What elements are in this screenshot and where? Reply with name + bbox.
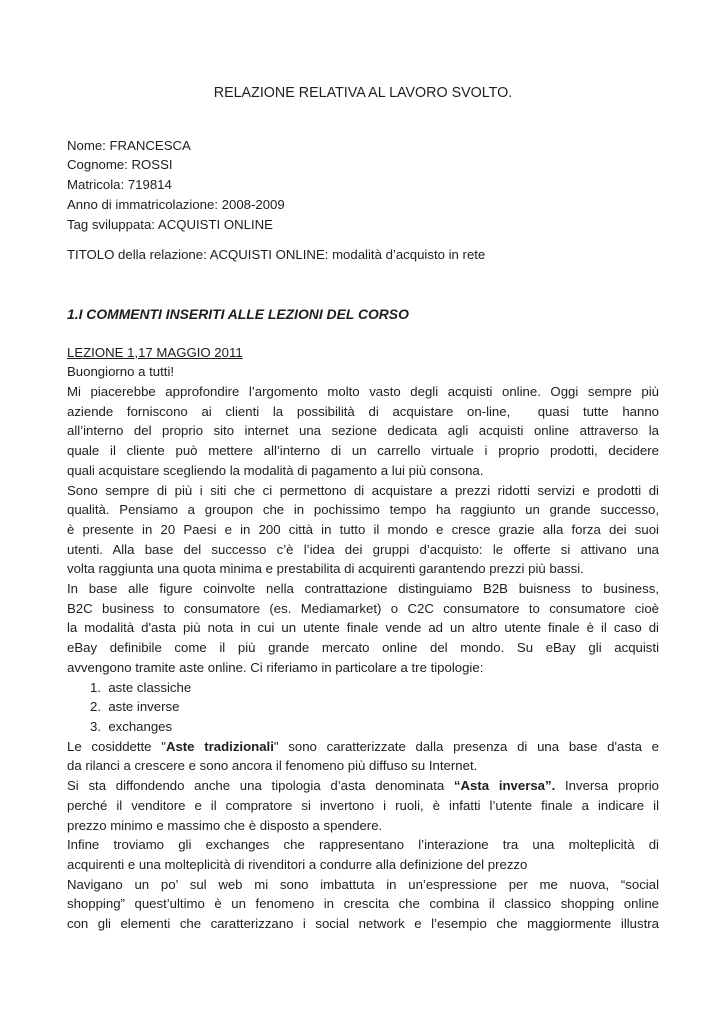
body-text [67, 362, 659, 933]
body-line: B2C business to consumatore (es. Mediamarket) o C2C consumatore to consumatore cioè [67, 600, 659, 616]
body-line: Le cosiddette "Aste tradizionali" sono caratterizzate dalla presenza di una base d'asta e [67, 738, 660, 754]
body-line: Infine troviamo gli exchanges che rappresentano l’interazione tra una molteplicità di [67, 837, 659, 853]
report-subject-line: TITOLO della relazione: ACQUISTI ONLINE: modalità d’acquisto in rete [67, 247, 486, 263]
body-line: da rilanci a crescere e sono ancora il fenomeno più diffuso su Internet. [67, 758, 478, 774]
body-line: 3. exchanges [90, 718, 173, 734]
body-line: utenti. Alla base del successo c’è l’idea dei gruppi d’acquisto: le offerte si attivano una [67, 541, 659, 557]
body-line: 1. aste classiche [90, 679, 192, 695]
body-line: Si sta diffondendo anche una tipologia d’asta denominata “Asta inversa”. Inversa proprio [67, 778, 659, 794]
body-line: prezzo minimo e massimo che è disposto a spendere. [67, 817, 383, 833]
info-line: Matricola: 719814 [67, 177, 172, 193]
body-line: avvengono tramite aste online. Ci riferiamo in particolare a tre tipologie: [67, 659, 484, 675]
body-line: qualità. Pensiamo a groupon che in pochissimo tempo ha raggiunto un grande successo, [67, 502, 659, 518]
body-line: è presente in 20 Paesi e in 200 città in tutto il mondo e cresce grazie alla forza dei suoi [67, 521, 659, 537]
body-line: eBay definibile come il più grande mercato online del mondo. Su eBay gli acquisti [67, 640, 659, 656]
body-line: In base alle figure coinvolte nella contrattazione distinguiamo B2B buisness to business, [67, 581, 659, 597]
body-line: la modalità d'asta più nota in cui un utente finale vende ad un altro utente finale è il caso di [67, 620, 659, 636]
body-line: acquirenti e una molteplicità di rivenditori a condurre alla definizione del prezzo [67, 856, 528, 872]
info-line: Tag sviluppata: ACQUISTI ONLINE [67, 216, 273, 232]
section-heading: 1.I COMMENTI INSERITI ALLE LEZIONI DEL CORSO [67, 305, 409, 322]
body-line: quale il cliente può mettere all’interno di un carrello virtuale i proprio prodotti, decidere [67, 443, 659, 459]
info-line: Cognome: ROSSI [67, 157, 173, 173]
info-line: Anno di immatricolazione: 2008-2009 [67, 196, 285, 212]
lesson-heading: LEZIONE 1,17 MAGGIO 2011 [67, 344, 243, 360]
body-line: con gli elementi che caratterizzano i social network e l’esempio che maggiormente illustra [67, 916, 659, 932]
body-line: Sono sempre di più i siti che ci permettono di acquistare a prezzi ridotti servizi e prodotti di [67, 482, 659, 498]
body-line: volta raggiunta una quota minima e prestabilita di acquirenti garantendo prezzi più bassi. [67, 561, 584, 577]
body-line: Buongiorno a tutti! [67, 364, 175, 380]
info-block [67, 136, 659, 235]
body-line: Navigano un po’ sul web mi sono imbattuta in un’espressione per me nuova, “social [67, 876, 659, 892]
body-line: Mi piacerebbe approfondire l’argomento molto vasto degli acquisti online. Oggi sempre più [67, 384, 659, 400]
body-line: 2. aste inverse [90, 699, 180, 715]
body-line: shopping” quest’ultimo è un fenomeno in crescita che combina il classico shopping online [67, 896, 659, 912]
body-line: quali acquistare scegliendo la modalità di pagamento a lui più consona. [67, 462, 484, 478]
body-line: all’interno del proprio sito internet una sezione dedicata agli acquisti online attraverso la [67, 423, 659, 439]
info-line: Nome: FRANCESCA [67, 137, 191, 153]
body-line: perché il venditore e il compratore si invertono i ruoli, è infatti l’utente finale a indicare il [67, 797, 659, 813]
document-title: RELAZIONE RELATIVA AL LAVORO SVOLTO. [213, 85, 513, 101]
body-line: aziende forniscono ai clienti la possibilità di acquistare on-line, quasi tutte hanno [67, 403, 659, 419]
